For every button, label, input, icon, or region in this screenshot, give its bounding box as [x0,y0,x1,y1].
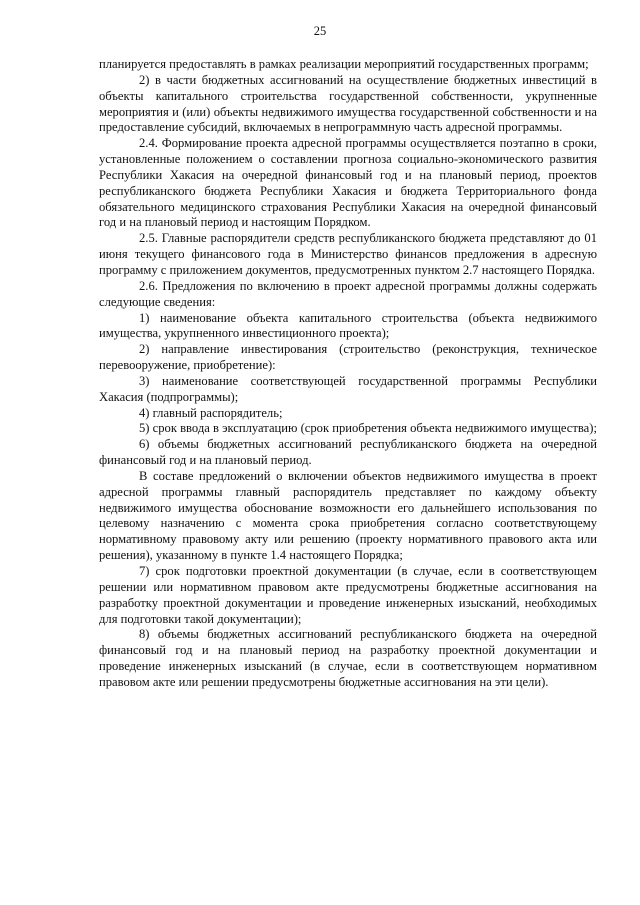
paragraph-item-2: 2) в части бюджетных ассигнований на осуществление бюджетных инвестиций в объекты капитального строительства государственной собственности, укрупненные мероприятия и (или) объекты недвижимого имущества государственной собственности и на предоставление субсидий, включаемых в непрограммную часть адресной программы. [99,72,597,135]
paragraph-2-4: 2.4. Формирование проекта адресной программы осуществляется поэтапно в сроки, установленные положением о составлении прогноза социально-экономического развития Республики Хакасия на очередной финансовый год и на плановый период, проектов республиканского бюджета Республики Хакасия и бюджета Территориального фонда обязательного медицинского страхования Республики Хакасия на очередной финансовый год и на плановый период и настоящим Порядком. [99,136,597,230]
list-item-3: 3) наименование соответствующей государственной программы Республики Хакасия (подпрограммы); [99,373,597,404]
paragraph-continuation: планируется предоставлять в рамках реализации мероприятий государственных программ; [99,57,589,71]
list-item-6: 6) объемы бюджетных ассигнований республиканского бюджета на очередной финансовый год и на плановый период. [99,437,597,468]
document-body [99,57,597,691]
page-number: 25 [313,24,327,38]
list-item-4: 4) главный распорядитель; [139,405,283,420]
list-item-2: 2) направление инвестирования (строительство (реконструкция, техническое перевооружение, приобретение): [99,342,597,373]
paragraph-2-5: 2.5. Главные распорядители средств республиканского бюджета представляют до 01 июня текущего финансового года в Министерство финансов предложения в адресную программу с приложением документов, предусмотренных пунктом 2.7 настоящего Порядка. [99,231,597,277]
list-item-1: 1) наименование объекта капитального строительства (объекта недвижимого имущества, укрупненного инвестиционного проекта); [99,310,597,341]
list-item-8: 8) объемы бюджетных ассигнований республиканского бюджета на очередной финансовый год и на плановый период на разработку проектной документации и проведение инженерных изысканий (в случае, если в соответствующем нормативном правовом акте или решении предусмотрены бюджетные ассигнования на эти цели). [99,627,597,689]
list-item-7: 7) срок подготовки проектной документации (в случае, если в соответствующем решении или нормативном правовом акте предусмотрены бюджетные ассигнования на разработку проектной документации и проведение инженерных изысканий, необходимых для подготовки такой документации); [99,564,597,626]
paragraph-real-estate: В составе предложений о включении объектов недвижимого имущества в проект адресной программы главный распорядитель представляет по каждому объекту недвижимого имущества обоснование возможности его дальнейшего использования по целевому назначению с момента срока приобретения согласно соответствующему нормативному правовому акту или решению (проекту нормативного правового акта или решения), указанному в пункте 1.4 настоящего Порядка; [99,468,597,563]
paragraph-2-6: 2.6. Предложения по включению в проект адресной программы должны содержать следующие сведения: [99,278,597,309]
list-item-5: 5) срок ввода в эксплуатацию (срок приобретения объекта недвижимого имущества); [139,421,597,436]
